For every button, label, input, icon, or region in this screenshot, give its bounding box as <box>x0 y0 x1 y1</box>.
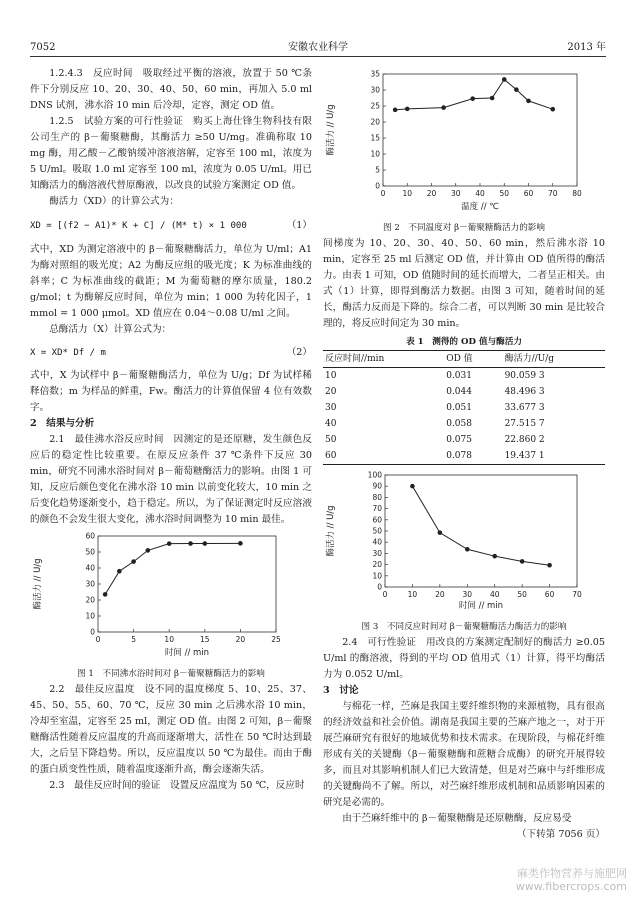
table-cell: 27.515 7 <box>504 419 545 429</box>
watermark-line-1: 麻类作物营养与施肥网 <box>517 867 627 880</box>
data-point <box>438 530 443 535</box>
figure-3-chart <box>323 469 605 611</box>
x-tick-label: 0 <box>95 635 101 644</box>
data-point <box>470 96 475 101</box>
figure-1 <box>30 528 312 682</box>
y-axis-label: 酶活力 // U/g <box>33 558 43 610</box>
data-point <box>167 541 172 546</box>
section-2-4: 2.4 可行性验证 用改良的方案测定配制好的酶活力 ≥0.05 U/ml 的酶溶液，得到的平均 OD 值用式（1）计算，得平均酶活力为 0.052 U/ml。 <box>323 637 605 680</box>
figure-3 <box>323 469 605 635</box>
table-header-row <box>323 351 605 368</box>
table-row <box>323 448 605 465</box>
table-cell: 33.677 3 <box>504 403 545 413</box>
table-cell: 0.058 <box>446 419 472 429</box>
y-tick-label: 80 <box>372 492 382 502</box>
x-tick-label: 70 <box>572 590 582 599</box>
x-axis-label: 时间 // min <box>458 601 504 611</box>
y-axis-label: 酶活力 // U/g <box>326 505 336 557</box>
table-cell: 10 <box>325 371 337 381</box>
table-header-od: OD 值 <box>444 351 502 368</box>
section-2-3-continued: 间梯度为 10、20、30、40、50、60 min，然后沸水浴 10 min，定容至 25 ml 后测定 OD 值，并计算由 OD 值所得的酶活力。由表 1 可知，OD 值随时间的延长而增大，二者呈正相关。由式（1）计算，即得到酶活力数据。由图 3 可知，随着时间的延长，酶活力反而是下降的。综合二者，可以判断 30 min 是比较合理的，将反应时间定为 30 min。 <box>323 238 605 329</box>
x-tick-label: 10 <box>407 590 418 599</box>
table-cell: 0.031 <box>446 371 472 381</box>
equation-2-legend: 式中，X 为试样中 β－葡聚糖酶活力，单位为 U/g；Df 为试样稀释倍数；m 为样品的鲜重，Fw。酶活力的计算值保留 4 位有效数字。 <box>30 370 312 413</box>
x-tick-label: 10 <box>164 635 174 644</box>
figure-2-caption: 图 2 不同温度对 β－葡聚糖酶活力的影响 <box>383 223 545 233</box>
data-point <box>526 99 531 104</box>
table-cell: 50 <box>325 435 337 445</box>
plot-frame <box>383 74 577 186</box>
x-tick-label: 25 <box>271 635 281 644</box>
table-header-time: 反应时间//min <box>323 351 444 368</box>
x-tick-label: 50 <box>517 590 527 599</box>
y-tick-label: 20 <box>370 117 380 127</box>
x-tick-label: 10 <box>402 189 413 198</box>
y-tick-label: 30 <box>372 548 382 558</box>
data-point <box>490 96 495 101</box>
running-header <box>30 40 606 57</box>
y-tick-label: 15 <box>370 133 380 143</box>
y-tick-label: 35 <box>370 69 380 79</box>
y-tick-label: 60 <box>85 531 95 541</box>
x-tick-label: 20 <box>235 635 246 644</box>
y-tick-label: 10 <box>372 571 382 581</box>
x-axis-label: 时间 // min <box>164 648 210 658</box>
y-tick-label: 30 <box>85 579 95 589</box>
data-point <box>103 592 108 597</box>
table-cell: 19.437 1 <box>503 448 605 465</box>
y-tick-label: 0 <box>375 181 380 191</box>
series-line <box>412 486 549 565</box>
watermark <box>516 867 627 893</box>
table-cell: 0.044 <box>446 387 472 397</box>
table-row <box>323 384 605 400</box>
table-1-caption: 表 1 测得的 OD 值与酶活力 <box>406 337 522 347</box>
equation-1-body: XD = [(f2 − A1)* K + C] / (M* t) × 1 000 <box>30 221 247 231</box>
y-tick-label: 30 <box>370 85 380 95</box>
y-tick-label: 5 <box>375 165 380 175</box>
y-tick-label: 70 <box>372 504 382 514</box>
equation-2-number: （2） <box>286 347 312 358</box>
x-tick-label: 5 <box>131 635 136 644</box>
data-point <box>441 105 446 110</box>
data-point <box>410 484 415 489</box>
y-tick-label: 50 <box>372 526 382 536</box>
series-line <box>395 79 553 109</box>
y-tick-label: 40 <box>85 563 95 573</box>
data-point <box>520 559 525 564</box>
table-cell: 60 <box>323 448 444 465</box>
y-tick-label: 10 <box>370 149 380 159</box>
plot-frame <box>98 536 276 632</box>
section-heading-discussion: 3 讨论 <box>323 685 359 696</box>
table-cell: 0.051 <box>446 403 472 413</box>
x-tick-label: 30 <box>450 189 461 198</box>
table-1 <box>323 350 605 465</box>
table-row <box>323 368 605 385</box>
watermark-line-2: www.fibercrops.com <box>515 880 627 893</box>
table-cell: 20 <box>325 387 337 397</box>
table-cell: 22.860 2 <box>504 435 545 445</box>
x-tick-label: 60 <box>544 590 555 599</box>
data-point <box>514 87 519 92</box>
figure-2-chart <box>323 66 605 212</box>
equation-2 <box>30 338 312 368</box>
formula-intro-1: 酶活力（XD）的计算公式为： <box>49 196 179 207</box>
y-tick-label: 10 <box>85 611 95 621</box>
left-column <box>30 66 312 794</box>
data-point <box>146 548 151 553</box>
section-2-1: 2.1 最佳沸水浴反应时间 因测定的是还原糖，发生颜色反应后的稳定性比较重要。在原反应条件 37 ℃条件下反应 30 min，研究不同沸水浴时间对 β－葡萄糖酶活力的影响。由图 1 可知，反应后颜色变化在沸水浴 10 min 以前变化较大，10 min 之后变化趋势逐渐变小，趋于稳定。所以，为了保证测定时反应溶液的颜色不会发生很大变化，沸水浴时间调整为 10 min 最佳。 <box>30 434 312 525</box>
table-cell: 90.059 3 <box>504 371 545 381</box>
data-point <box>405 107 410 112</box>
data-point <box>465 547 470 552</box>
journal-name: 安徽农业科学 <box>288 42 348 53</box>
x-tick-label: 20 <box>426 189 437 198</box>
x-tick-label: 15 <box>200 635 210 644</box>
y-tick-label: 100 <box>367 470 382 480</box>
x-tick-label: 40 <box>489 590 500 599</box>
table-row <box>323 416 605 432</box>
figure-1-caption: 图 1 不同沸水浴时间对 β－葡聚糖酶活力的影响 <box>77 669 265 679</box>
y-tick-label: 60 <box>372 515 382 525</box>
x-tick-label: 50 <box>499 189 510 198</box>
right-column <box>323 66 605 843</box>
figure-3-caption: 图 3 不同反应时间对 β－葡聚糖酶活力酶活力的影响 <box>361 622 567 632</box>
y-tick-label: 20 <box>85 595 95 605</box>
table-cell: 48.496 3 <box>504 387 545 397</box>
x-tick-label: 60 <box>523 189 534 198</box>
data-point <box>502 77 507 82</box>
x-tick-label: 80 <box>572 189 582 198</box>
y-tick-label: 90 <box>372 481 382 491</box>
table-cell: 40 <box>325 419 337 429</box>
y-tick-label: 40 <box>372 537 382 547</box>
section-2-3: 2.3 最佳反应时间的验证 设置反应温度为 50 ℃，反应时 <box>49 780 305 791</box>
table-row <box>323 432 605 448</box>
equation-2-body: X = XD* Df / m <box>30 348 106 358</box>
table-cell: 30 <box>325 403 337 413</box>
table-header-activity: 酶活力//U/g <box>503 351 605 368</box>
section-2-2: 2.2 最佳反应温度 设不同的温度梯度 5、10、25、37、45、50、55、60、70 ℃，反应 30 min 之后沸水浴 10 min，冷却至室温，定容至 25 ml，测定 OD 值。由图 2 可知，β－葡聚糖酶活性随着反应温度的升高而逐渐增大，活性在 50 ℃时达到最大，之后呈下降趋势。所以，反应温度以 50 ℃为最佳。而由于酶的蛋白质变性性质，随着温度逐渐升高，酶会逐渐失活。 <box>30 684 312 775</box>
data-point <box>492 554 497 559</box>
y-tick-label: 0 <box>90 627 95 637</box>
data-point <box>393 108 398 113</box>
equation-1-legend: 式中，XD 为测定溶液中的 β－葡聚糖酶活力，单位为 U/ml；A1 为酶对照组的吸光度；A2 为酶反应组的吸光度；K 为标准曲线的斜率；C 为标准曲线的截距；M 为葡萄糖的摩尔质量，180.2 g/mol；t 为酶解反应时间，单位为 min；1 000 为转化因子，1 mmol = 1 000 μmol。XD 值应在 0.04～0.08 U/ml 之间。 <box>30 244 312 319</box>
table-cell: 0.078 <box>444 448 502 465</box>
data-point <box>547 563 552 568</box>
table-cell: 0.075 <box>446 435 472 445</box>
data-point <box>131 559 136 564</box>
x-tick-label: 0 <box>382 590 388 599</box>
section-1-2-4-3: 1.2.4.3 反应时间 吸取经过平衡的溶液，放置于 50 ℃条件下分别反应 10、20、30、40、50、60 min，再加入 5.0 ml DNS 试剂，沸水浴 10 min 后冷却，定容，测定 OD 值。 <box>30 68 312 111</box>
series-line <box>105 543 240 594</box>
x-tick-label: 0 <box>380 189 386 198</box>
y-axis-label: 酶活力 // U/g <box>326 104 336 156</box>
section-heading-results: 2 结果与分析 <box>30 418 95 429</box>
data-point <box>550 107 555 112</box>
x-tick-label: 70 <box>547 189 558 198</box>
continued-note: （下转第 7056 页） <box>516 829 605 840</box>
section-1-2-5: 1.2.5 试验方案的可行性验证 购买上海仕锋生物科技有限公司生产的 β－葡聚糖酶，其酶活力 ≥50 U/mg。准确称取 10 mg 酶，用乙酸－乙酸钠缓冲溶液溶解，定容至 100 ml，浓度为 5 U/ml。吸取 1.0 ml 定容至 100 ml，浓度为 0.05 U/ml。用已知酶活力的酶溶液代替原酶液，以改良的试验方案测定 OD 值。 <box>30 116 312 191</box>
formula-intro-2: 总酶活力（X）计算公式为： <box>49 324 172 335</box>
x-tick-label: 20 <box>435 590 445 599</box>
x-tick-label: 40 <box>475 189 485 198</box>
data-point <box>238 541 243 546</box>
y-tick-label: 20 <box>372 560 382 570</box>
table-row <box>323 400 605 416</box>
equation-1 <box>30 210 312 242</box>
discussion-paragraph-2: 由于苎麻纤维中的 β－葡聚糖酶是还原糖酶，反应易受 <box>342 813 572 824</box>
y-tick-label: 0 <box>377 582 382 592</box>
plot-frame <box>385 475 577 587</box>
y-tick-label: 50 <box>85 547 95 557</box>
x-tick-label: 30 <box>462 590 473 599</box>
equation-1-number: （1） <box>286 220 312 231</box>
figure-2 <box>323 66 605 236</box>
journal-year: 2013 年 <box>567 42 606 53</box>
data-point <box>117 569 122 574</box>
page-number: 7052 <box>30 42 56 53</box>
data-point <box>203 541 208 546</box>
data-point <box>188 541 193 546</box>
discussion-paragraph-1: 与棉花一样，苎麻是我国主要纤维织物的来源植物，具有很高的经济效益和社会价值。湖南是我国主要的苎麻产地之一，对于开展苎麻研究有很好的地域优势和技术需求。在现阶段，与棉花纤维形成有关的关键酶（β－葡聚糖酶和蔗糖合成酶）的研究开展得较多，而且对其影响机制人们已大致清楚，但是对苎麻中与纤维形成的关键酶尚不了解。所以，对苎麻纤维形成机制和品质影响因素的研究是必需的。 <box>323 701 605 808</box>
x-axis-label: 温度 // ℃ <box>461 202 499 212</box>
figure-1-chart <box>30 528 312 658</box>
y-tick-label: 25 <box>370 101 380 111</box>
